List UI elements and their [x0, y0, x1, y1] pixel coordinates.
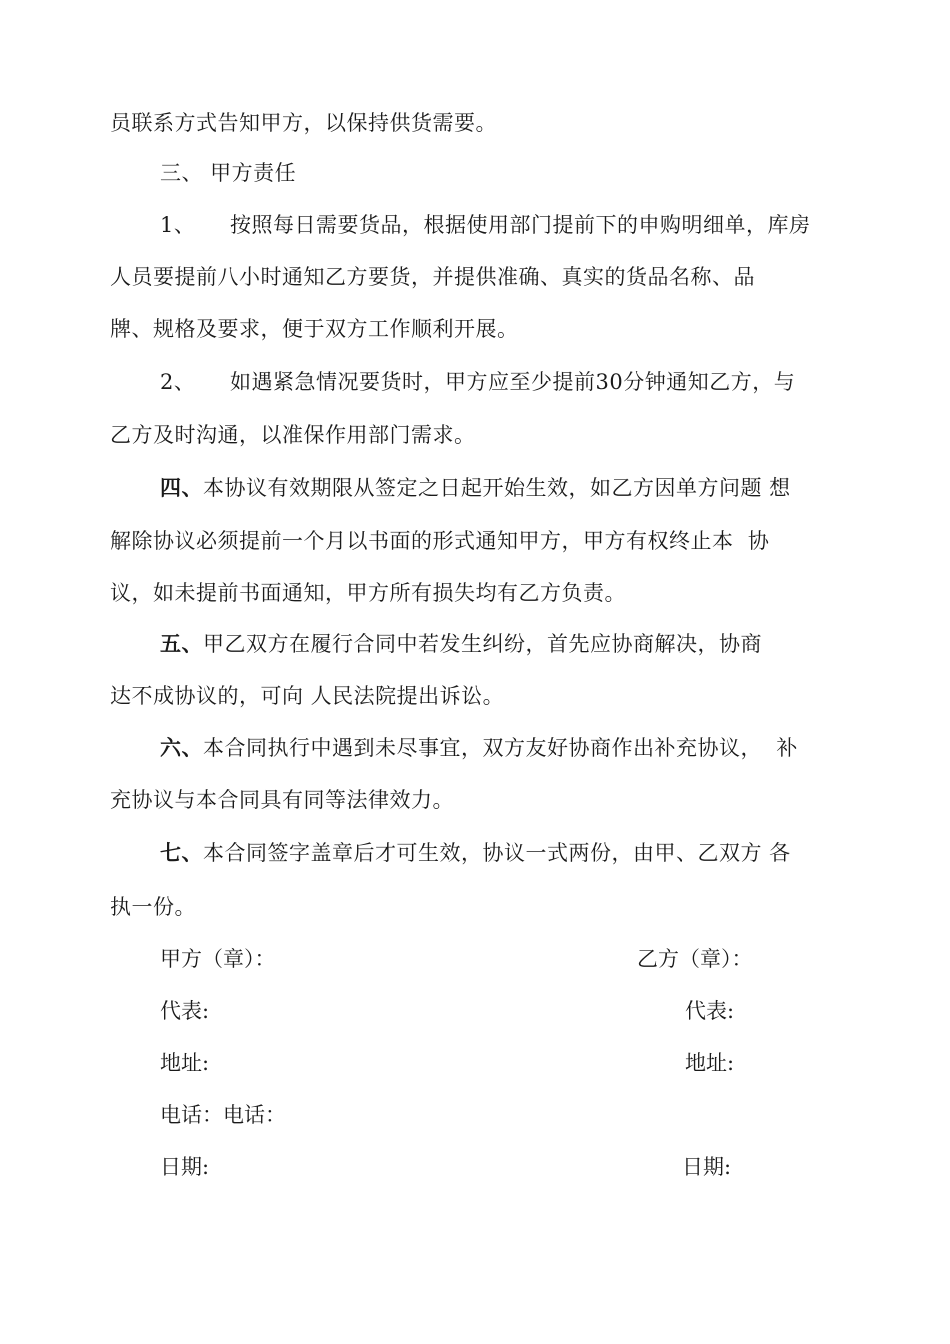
section-number: 六、: [160, 735, 203, 760]
section-text: 本合同签字盖章后才可生效，协议一式两份，由甲、乙双方 各: [203, 841, 791, 865]
section-5-line-1: [160, 629, 762, 659]
item-1-line-1: [160, 210, 811, 240]
section-5-line-2: 达不成协议的，可向 人民法院提出诉讼。: [110, 684, 505, 708]
party-a-address-label: 地址:: [160, 1051, 210, 1075]
party-b-address-label: 地址:: [685, 1051, 735, 1075]
party-a-rep-label: 代表:: [160, 999, 210, 1023]
item-1-line-3: 牌、规格及要求，便于双方工作顺利开展。: [110, 317, 519, 341]
item-text: 如遇紧急情况要货时，甲方应至少提前30分钟通知乙方，与: [230, 370, 796, 394]
paragraph-line: 员联系方式告知甲方，以保持供货需要。: [110, 111, 497, 135]
section-heading-3: 三、 甲方责任: [160, 161, 297, 185]
item-number: 1、: [160, 213, 196, 237]
phone-labels: 电话：电话：: [160, 1103, 286, 1127]
section-7-line-1: [160, 838, 791, 868]
party-b-date-label: 日期:: [682, 1155, 732, 1179]
section-number: 五、: [160, 631, 203, 656]
party-a-seal-label: 甲方（章）：: [160, 947, 276, 971]
section-6-line-1: [160, 733, 798, 763]
section-number: 四、: [160, 475, 203, 500]
section-4-line-2: 解除协议必须提前一个月以书面的形式通知甲方，甲方有权终止本 协: [110, 529, 770, 553]
section-7-line-2: 执一份。: [110, 895, 196, 919]
party-b-seal-label: 乙方（章）：: [637, 947, 753, 971]
item-1-line-2: 人员要提前八小时通知乙方要货，并提供准确、真实的货品名称、品: [110, 265, 755, 289]
party-a-date-label: 日期:: [160, 1155, 210, 1179]
section-4-line-3: 议，如未提前书面通知，甲方所有损失均有乙方负责。: [110, 581, 626, 605]
item-2-line-2: 乙方及时沟通，以准保作用部门需求。: [110, 423, 476, 447]
section-6-line-2: 充协议与本合同具有同等法律效力。: [110, 788, 454, 812]
section-text: 本协议有效期限从签定之日起开始生效，如乙方因单方问题 想: [203, 476, 791, 500]
item-2-line-1: [160, 367, 795, 397]
item-number: 2、: [160, 370, 196, 394]
section-4-line-1: [160, 473, 791, 503]
section-text: 甲乙双方在履行合同中若发生纠纷，首先应协商解决，协商: [203, 632, 762, 656]
item-text: 按照每日需要货品，根据使用部门提前下的申购明细单，库房: [230, 213, 811, 237]
party-b-rep-label: 代表:: [685, 999, 735, 1023]
section-number: 七、: [160, 840, 203, 865]
section-text: 本合同执行中遇到未尽事宜，双方友好协商作出补充协议， 补: [203, 736, 798, 760]
